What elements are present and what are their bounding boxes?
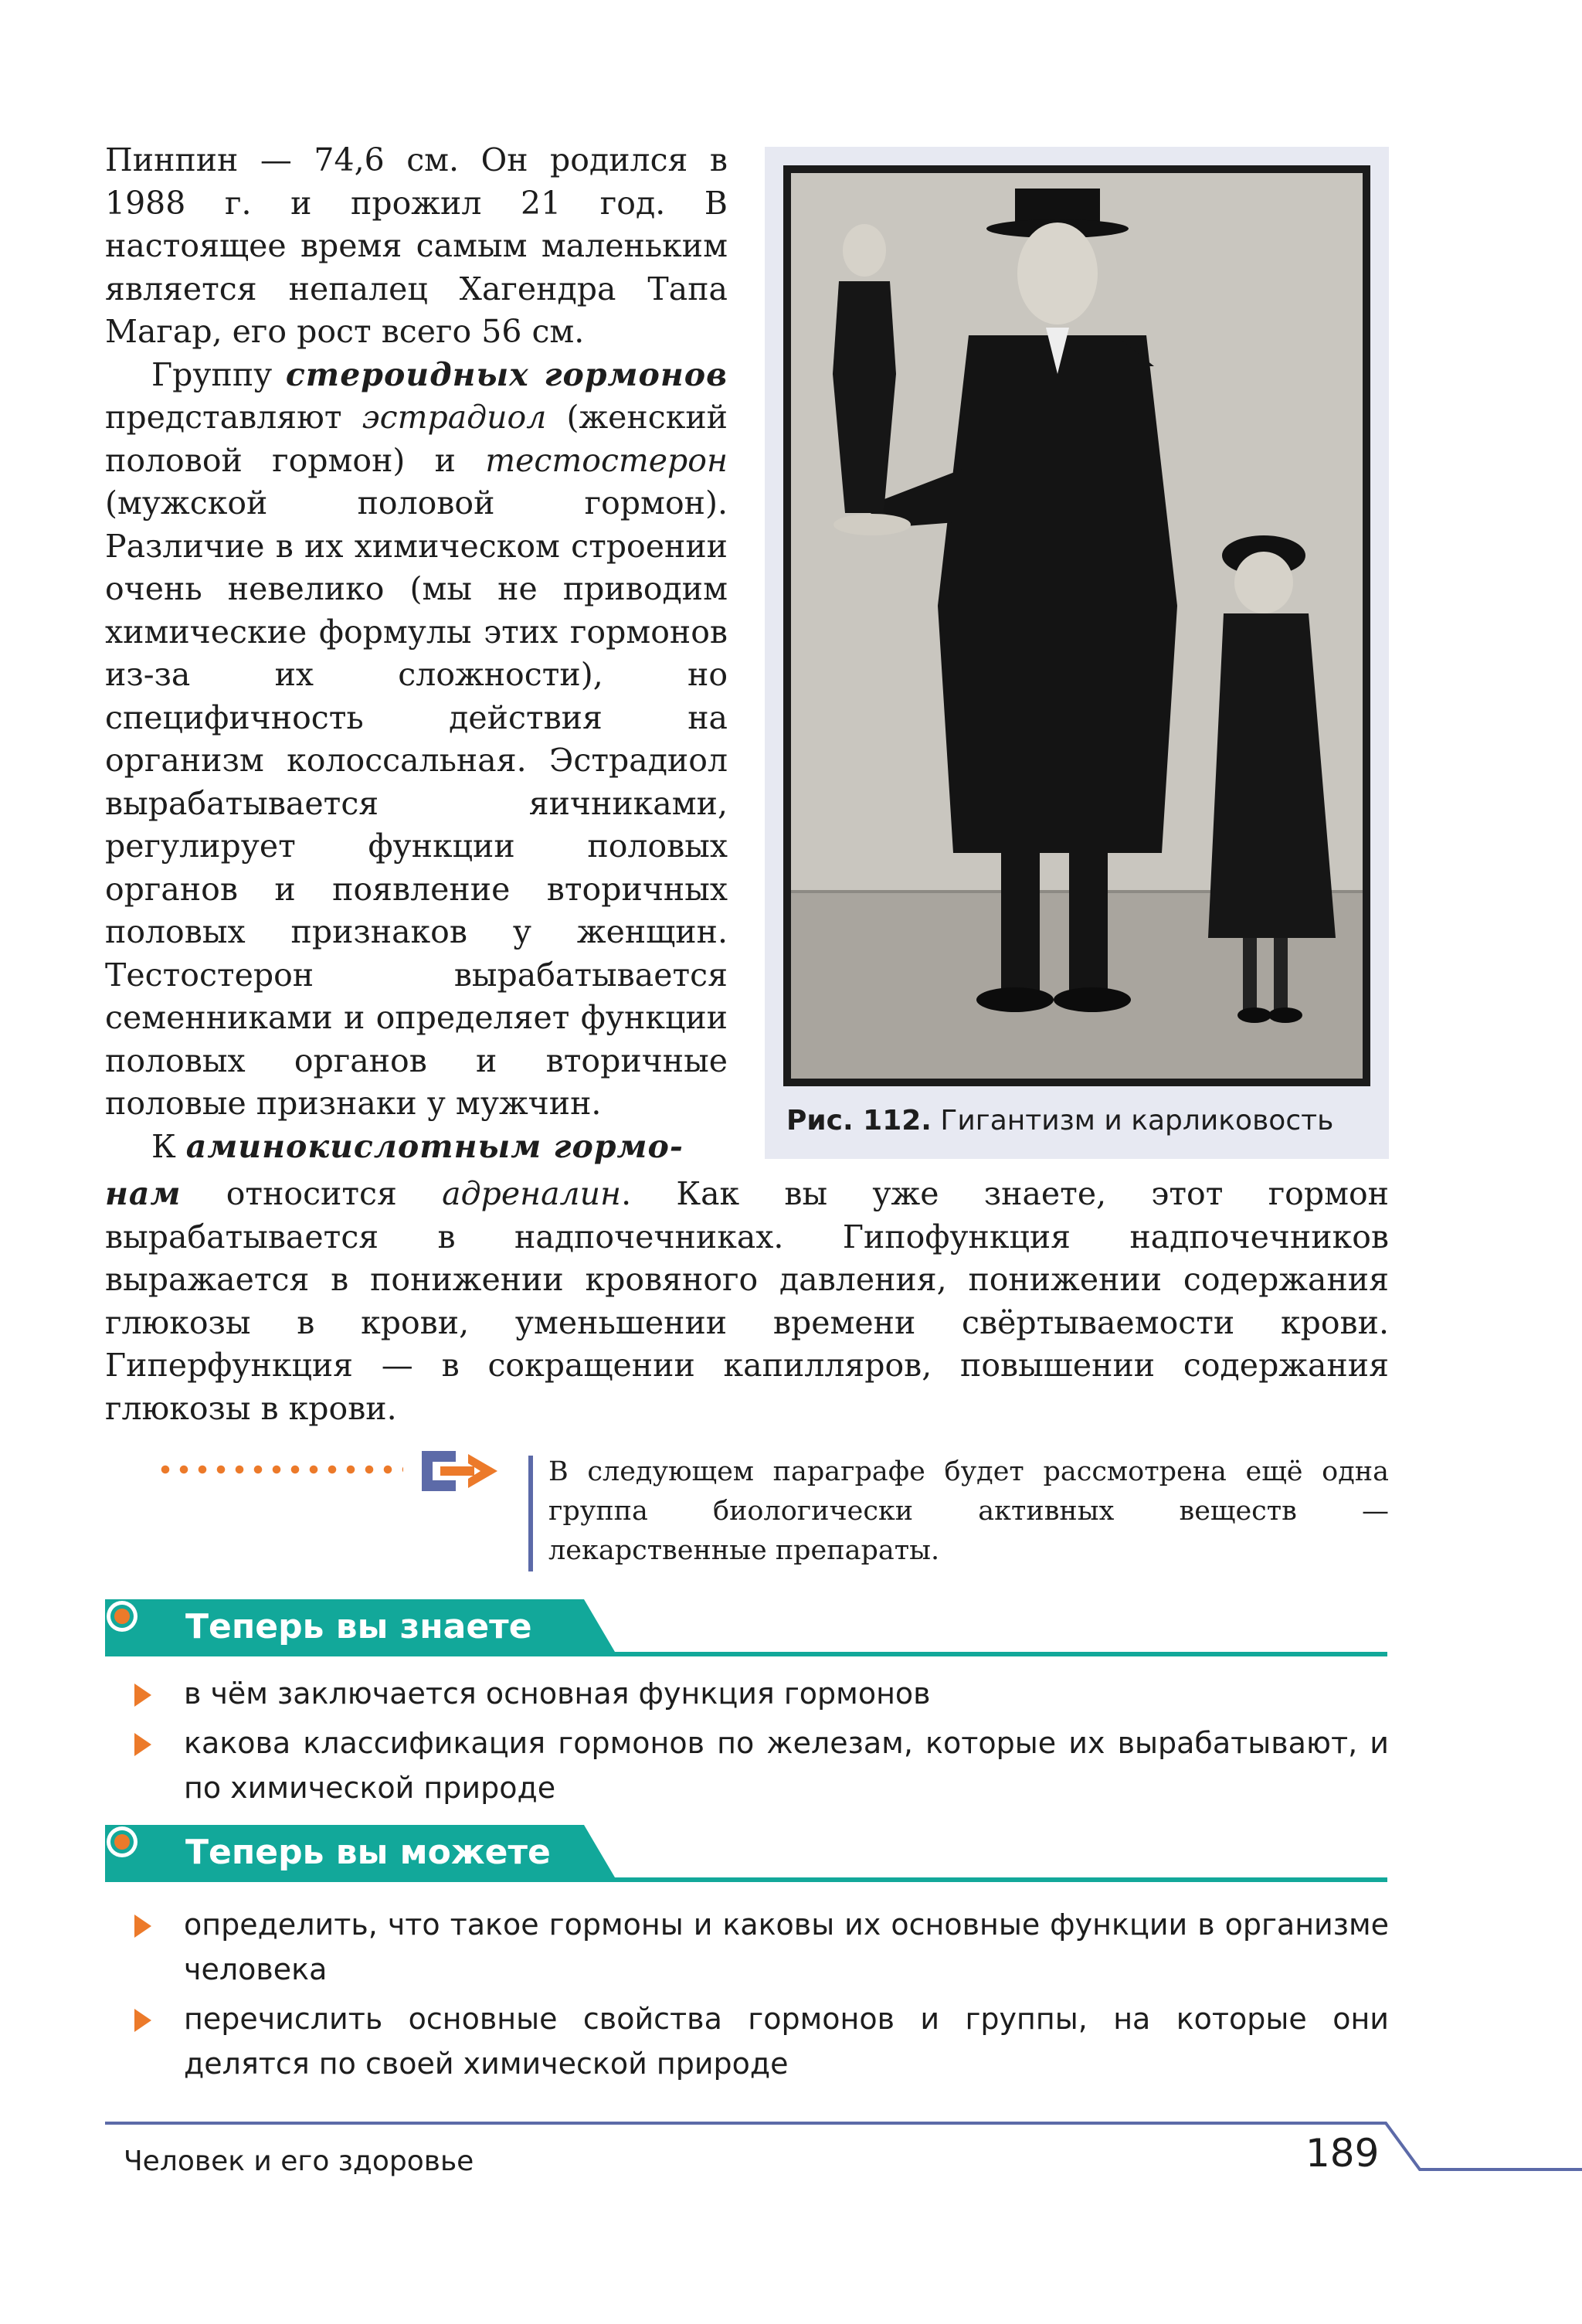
text-run: (мужской половой гормон). Различие в их химическом строении очень невелико (мы не приводим химические формулы этих гормонов из-за их сложности), но специфичность действия на организм колоссальная. Эстрадиол вырабатывается яичниками, регулирует функции половых органов и появление вторичных половых признаков у женщин. Тестостерон вырабатывается семенниками и определяет функции половых органов и вторичные половые признаки у мужчин.	[105, 484, 728, 1122]
target-icon	[105, 1825, 139, 1859]
term-amino-hormones-part1: аминокислотным гормо-	[185, 1127, 684, 1165]
text-run: (женский половой гормон) и	[105, 399, 728, 479]
list-item-text: перечислить основные свойства гормонов и группы, на которые они делятся по своей химической природе	[184, 2002, 1389, 2081]
figure-112	[765, 147, 1389, 1159]
figure-caption	[786, 1105, 1333, 1137]
list-item	[128, 1902, 1389, 1992]
term-adrenaline: адреналин	[442, 1175, 622, 1212]
bullet-arrow-icon	[134, 2009, 151, 2032]
paragraph-pinpin: Пинпин — 74,6 см. Он родился в 1988 г. и прожил 21 год. В настоящее время самым маленьким является непалец Хагендра Тапа Магар, его рост всего 56 см.	[105, 141, 728, 350]
section-now-you-can-header	[105, 1825, 1387, 1887]
term-steroid-hormones: стероидных гормонов	[285, 355, 728, 393]
text-run: . Как вы уже знаете, этот гормон вырабатывается в надпочечниках. Гипофункция надпочечников выражается в понижении кровяного давления, понижении содержания глюкозы в крови, уменьшении времени свёртываемости крови. Гиперфункция — в сокращении капилляров, повышении содержания глюкозы в крови.	[105, 1175, 1390, 1427]
paragraph-amino-hormones	[105, 1173, 1389, 1430]
section-now-you-know-title: Теперь вы знаете	[185, 1607, 532, 1646]
text-full-width	[105, 1173, 1389, 1430]
text-column	[105, 139, 728, 1168]
figure-caption-label: Рис. 112.	[786, 1105, 932, 1137]
text-run: К	[151, 1127, 186, 1165]
page-number: 189	[1305, 2131, 1380, 2176]
section-now-you-know-header	[105, 1599, 1387, 1661]
list-now-you-can	[128, 1902, 1389, 2091]
section-now-you-can-title: Теперь вы можете	[185, 1833, 551, 1872]
target-icon	[105, 1599, 139, 1633]
figure-caption-text: Гигантизм и карликовость	[931, 1105, 1334, 1137]
bullet-arrow-icon	[134, 1733, 151, 1756]
cross-reference-bar	[528, 1456, 533, 1571]
bullet-arrow-icon	[134, 1684, 151, 1707]
list-now-you-know	[128, 1671, 1389, 1815]
photo-illustration	[791, 173, 1363, 1079]
term-estradiol: эстрадиол	[362, 399, 547, 436]
list-item-text: в чём заключается основная функция гормонов	[184, 1677, 931, 1711]
text-run: представляют	[105, 399, 362, 436]
text-run: относится	[181, 1175, 443, 1212]
text-run: Группу	[151, 355, 286, 393]
paragraph-amino-start	[105, 1126, 728, 1169]
list-item	[128, 1721, 1389, 1810]
cross-reference-text: В следующем параграфе будет рассмотрена ещё одна группа биологически активных веществ — лекарственные препараты.	[548, 1456, 1389, 1566]
footer-running-title: Человек и его здоровье	[124, 2146, 474, 2177]
bullet-arrow-icon	[134, 1915, 151, 1938]
dotted-leader	[156, 1465, 403, 1474]
photo-gigantism-dwarfism	[783, 165, 1370, 1086]
arrow-right-icon	[417, 1446, 502, 1496]
paragraph-steroid-hormones	[105, 354, 728, 1126]
list-item	[128, 1996, 1389, 2086]
term-testosterone: тестостерон	[485, 441, 728, 479]
list-item-text: какова классификация гормонов по железам, которые их вырабатывают, и по химической природе	[184, 1726, 1389, 1805]
term-amino-hormones-part2: нам	[105, 1175, 182, 1212]
list-item	[128, 1671, 1389, 1716]
list-item-text: определить, что такое гормоны и каковы их основные функции в организме человека	[184, 1908, 1389, 1986]
